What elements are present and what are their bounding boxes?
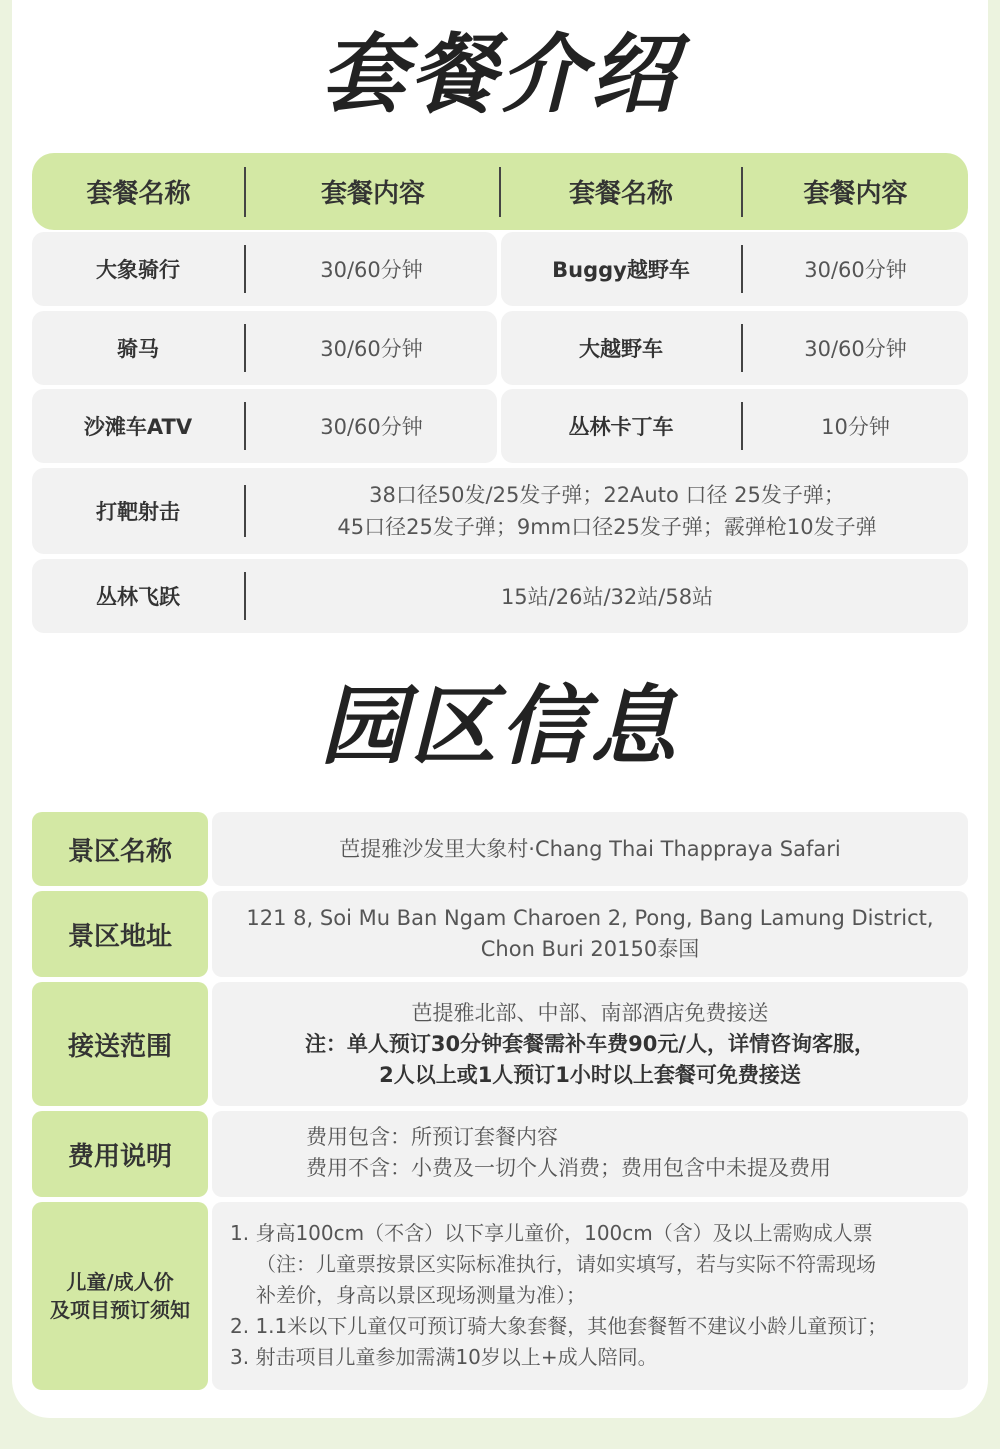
label-fee-info: 费用说明 — [32, 1111, 208, 1197]
park-address-value — [212, 891, 968, 977]
header-package-name-2: 套餐名称 — [568, 179, 673, 209]
package-name: 沙滩车ATV — [83, 415, 193, 439]
notice-line-5: 3. 射击项目儿童参加需满10岁以上+成人陪同。 — [230, 1345, 658, 1369]
shuttle-note-2: 2人以上或1人预订1小时以上套餐可免费接送 — [379, 1062, 801, 1087]
children-label-line-1: 儿童/成人价 — [66, 1270, 174, 1294]
package-content — [246, 468, 968, 554]
park-name-value — [212, 812, 968, 886]
label-children-notice — [32, 1202, 208, 1390]
package-name: 大越野车 — [579, 337, 663, 361]
table-row — [32, 468, 968, 554]
package-content: 30/60分钟 — [804, 337, 907, 361]
package-name: Buggy越野车 — [552, 258, 690, 282]
package-content: 30/60分钟 — [320, 415, 423, 439]
fee-included: 费用包含：所预订套餐内容 — [306, 1125, 558, 1149]
label-park-name: 景区名称 — [32, 812, 208, 886]
package-content: 15站/26站/32站/58站 — [500, 585, 714, 609]
shooting-line-1: 38口径50发/25发子弹；22Auto 口径 25发子弹； — [369, 483, 845, 507]
table-row — [501, 311, 968, 385]
packages-title: 套餐介绍 — [320, 25, 680, 125]
package-name: 打靶射击 — [96, 500, 180, 524]
package-content: 30/60分钟 — [804, 258, 907, 282]
package-name: 骑马 — [117, 337, 159, 361]
label-shuttle-range: 接送范围 — [32, 982, 208, 1106]
children-label-line-2: 及项目预订须知 — [50, 1298, 190, 1322]
table-row — [501, 389, 968, 463]
package-name: 丛林卡丁车 — [568, 415, 674, 439]
table-row — [501, 232, 968, 306]
notice-line-2: （注：儿童票按景区实际标准执行，请如实填写，若与实际不符需现场 — [256, 1252, 876, 1276]
fee-excluded: 费用不含：小费及一切个人消费；费用包含中未提及费用 — [306, 1156, 831, 1180]
park-name-text: 芭提雅沙发里大象村·Chang Thai Thappraya Safari — [339, 836, 841, 861]
header-package-content: 套餐内容 — [320, 179, 425, 209]
fee-info-value — [212, 1111, 968, 1197]
children-notice-value — [212, 1202, 968, 1390]
table-row — [32, 311, 497, 385]
shooting-line-2: 45口径25发子弹；9mm口径25发子弹；霰弹枪10发子弹 — [337, 515, 877, 539]
notice-line-1: 1. 身高100cm（不含）以下享儿童价，100cm（含）及以上需购成人票 — [230, 1221, 873, 1245]
address-line-1: 121 8, Soi Mu Ban Ngam Charoen 2, Pong, Bang Lamung District, — [246, 906, 934, 930]
table-row — [32, 389, 497, 463]
package-table-header — [32, 153, 968, 230]
address-line-2: Chon Buri 20150泰国 — [480, 937, 700, 961]
table-row — [32, 232, 497, 306]
notice-line-4: 2. 1.1米以下儿童仅可预订骑大象套餐，其他套餐暂不建议小龄儿童预订； — [230, 1314, 888, 1338]
package-content: 10分钟 — [821, 415, 890, 439]
table-row — [32, 559, 968, 633]
package-content: 30/60分钟 — [320, 337, 423, 361]
header-package-name: 套餐名称 — [86, 179, 191, 209]
label-park-address: 景区地址 — [32, 891, 208, 977]
package-content: 30/60分钟 — [320, 258, 423, 282]
package-name: 丛林飞跃 — [96, 585, 180, 609]
shuttle-note-1: 注：单人预订30分钟套餐需补车费90元/人，详情咨询客服， — [304, 1031, 876, 1056]
shuttle-line-1: 芭提雅北部、中部、南部酒店免费接送 — [411, 1000, 769, 1025]
header-package-content-2: 套餐内容 — [803, 179, 908, 209]
park-info-title: 园区信息 — [320, 677, 680, 777]
notice-line-3: 补差价，身高以景区现场测量为准）； — [256, 1283, 586, 1307]
package-name: 大象骑行 — [96, 258, 180, 282]
shuttle-range-value — [212, 982, 968, 1106]
